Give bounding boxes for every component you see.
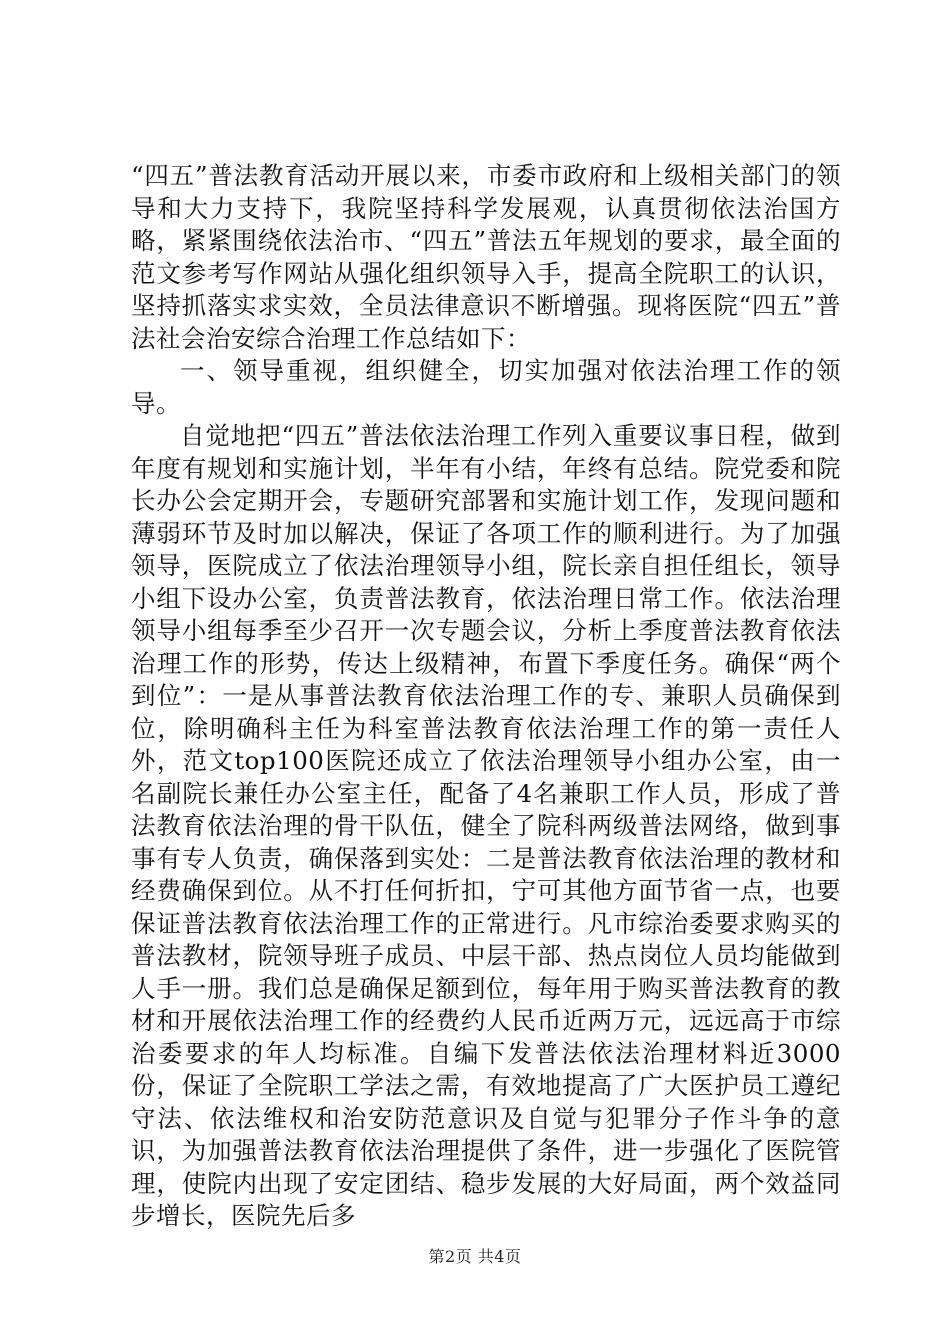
document-body (131, 160, 841, 1233)
section-heading: 一、领导重视，组织健全，切实加强对依法治理工作的领导。 (131, 356, 841, 418)
body-paragraph: 自觉地把“四五”普法依法治理工作列入重要议事日程，做到年度有规划和实施计划，半年有小结，年终有总结。院党委和院长办公会定期开会，专题研究部署和实施计划工作，发现问题和薄弱环节及时加以解决，保证了各项工作的顺利进行。为了加强领导，医院成立了依法治理领导小组，院长亲自担任组长，领导小组下设办公室，负责普法教育，依法治理日常工作。依法治理领导小组每季至少召开一次专题会议，分析上季度普法教育依法治理工作的形势，传达上级精神，布置下季度任务。确保“两个到位”：一是从事普法教育依法治理工作的专、兼职人员确保到位，除明确科主任为科室普法教育依法治理工作的第一责任人外，范文top100医院还成立了依法治理领导小组办公室，由一名副院长兼任办公室主任，配备了4名兼职工作人员，形成了普法教育依法治理的骨干队伍，健全了院科两级普法网络，做到事事有专人负责，确保落到实处：二是普法教育依法治理的教材和经费确保到位。从不打任何折扣，宁可其他方面节省一点，也要保证普法教育依法治理工作的正常进行。凡市综治委要求购买的普法教材，院领导班子成员、中层干部、热点岗位人员均能做到人手一册。我们总是确保足额到位，每年用于购买普法教育的教材和开展依法治理工作的经费约人民币近两万元，远远高于市综治委要求的年人均标准。自编下发普法依法治理材料近3000份，保证了全院职工学法之需，有效地提高了广大医护员工遵纪守法、依法维权和治安防范意识及自觉与犯罪分子作斗争的意识，为加强普法教育依法治理提供了条件，进一步强化了医院管理，使院内出现了安定团结、稳步发展的大好局面，两个效益同步增长，医院先后多 (131, 421, 841, 1230)
intro-paragraph: “四五”普法教育活动开展以来，市委市政府和上级相关部门的领导和大力支持下，我院坚持科学发展观，认真贯彻依法治国方略，紧紧围绕依法治市、“四五”普法五年规划的要求，最全面的范文参考写作网站从强化组织领导入手，提高全院职工的认识，坚持抓落实求实效，全员法律意识不断增强。现将医院“四五”普法社会治安综合治理工作总结如下： (131, 161, 841, 353)
page-number: 第2页 共4页 (428, 1247, 522, 1266)
